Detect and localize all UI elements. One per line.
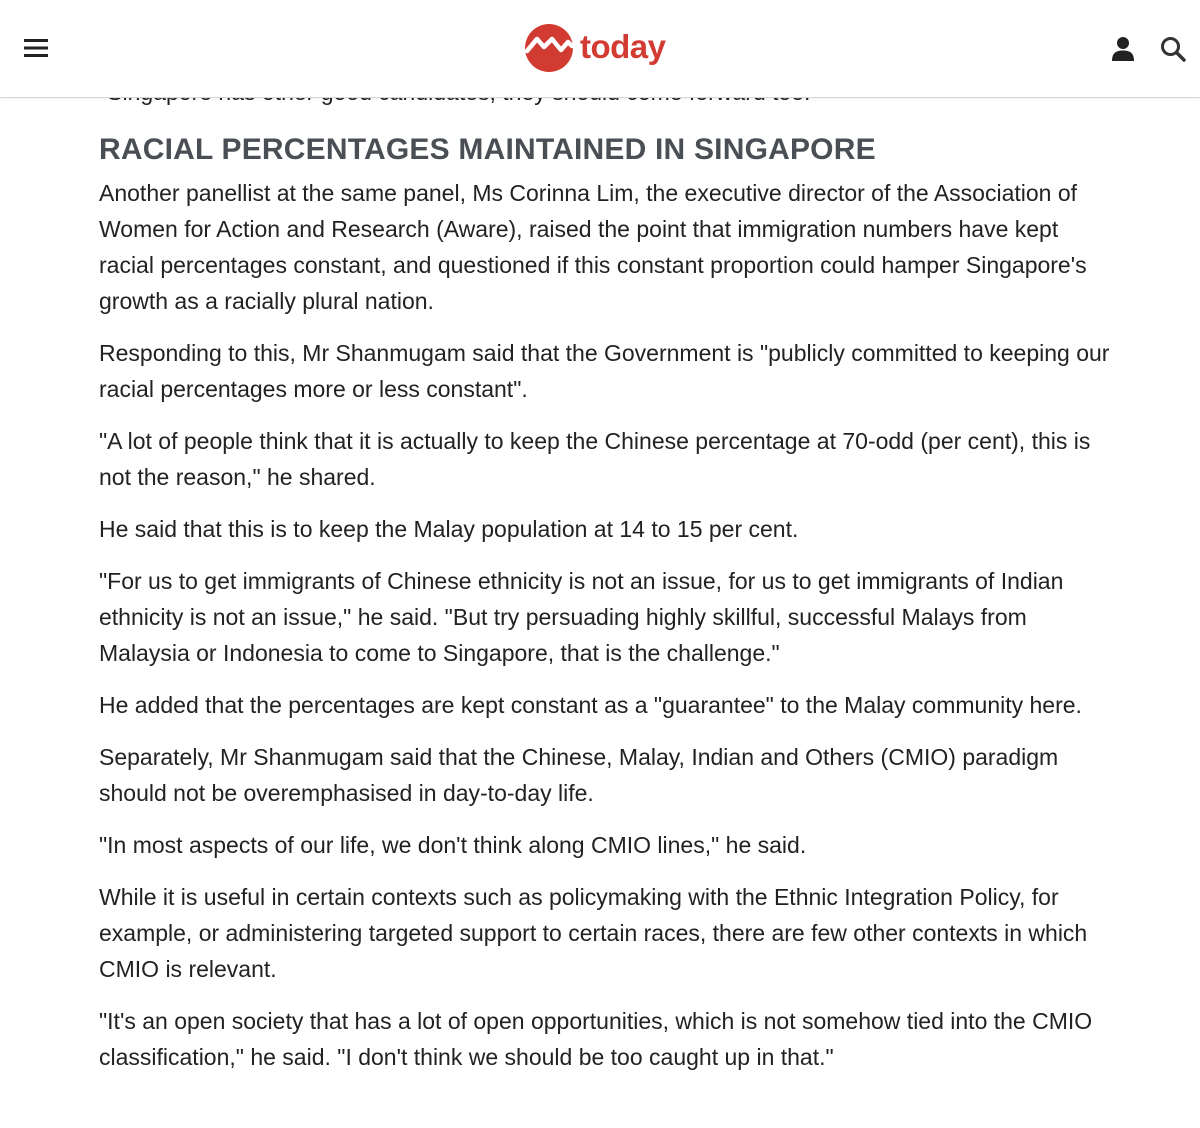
hamburger-menu-icon[interactable] bbox=[14, 26, 58, 70]
article-paragraph: While it is useful in certain contexts such as policymaking with the Ethnic Integration Policy, for example, or administering targeted support to certain races, there are few other contexts in which CMIO is relevant. bbox=[99, 884, 1088, 982]
today-logo[interactable] bbox=[524, 22, 666, 74]
article-paragraph: "For us to get immigrants of Chinese ethnicity is not an issue, for us to get immigrants of Indian ethnicity is not an issue," he said. "But try persuading highly skillful, successful Malays from Malaysia or Indonesia to come to Singapore, that is the challenge." bbox=[99, 568, 1064, 666]
user-icon[interactable] bbox=[1104, 30, 1142, 68]
article-body bbox=[99, 74, 1119, 1091]
article-paragraph: "In most aspects of our life, we don't think along CMIO lines," he said. bbox=[99, 832, 807, 858]
article-paragraph: He said that this is to keep the Malay population at 14 to 15 per cent. bbox=[99, 516, 799, 542]
article-paragraph: "It's an open society that has a lot of open opportunities, which is not somehow tied into the CMIO classification," he said. "I don't think we should be too caught up in that." bbox=[99, 1008, 1093, 1070]
article-paragraph: Another panellist at the same panel, Ms Corinna Lim, the executive director of the Association of Women for Action and Research (Aware), raised the point that immigration numbers have kept racial percentages constant, and questioned if this constant proportion could hamper Singapore's growth as a racially plural nation. bbox=[99, 180, 1087, 314]
logo-text: today bbox=[580, 27, 666, 65]
search-icon[interactable] bbox=[1154, 30, 1192, 68]
article-paragraph: Separately, Mr Shanmugam said that the Chinese, Malay, Indian and Others (CMIO) paradigm should not be overemphasised in day-to-day life. bbox=[99, 744, 1059, 806]
today-logo-mark-icon bbox=[524, 23, 574, 73]
site-header bbox=[0, 0, 1200, 98]
article-paragraph: He added that the percentages are kept constant as a "guarantee" to the Malay community here. bbox=[99, 692, 1082, 718]
article-paragraph: "A lot of people think that it is actually to keep the Chinese percentage at 70-odd (per cent), this is not the reason," he shared. bbox=[99, 428, 1091, 490]
article-paragraph: Responding to this, Mr Shanmugam said that the Government is "publicly committed to keeping our racial percentages more or less constant". bbox=[99, 340, 1110, 402]
section-heading: RACIAL PERCENTAGES MAINTAINED IN SINGAPORE bbox=[99, 133, 876, 166]
